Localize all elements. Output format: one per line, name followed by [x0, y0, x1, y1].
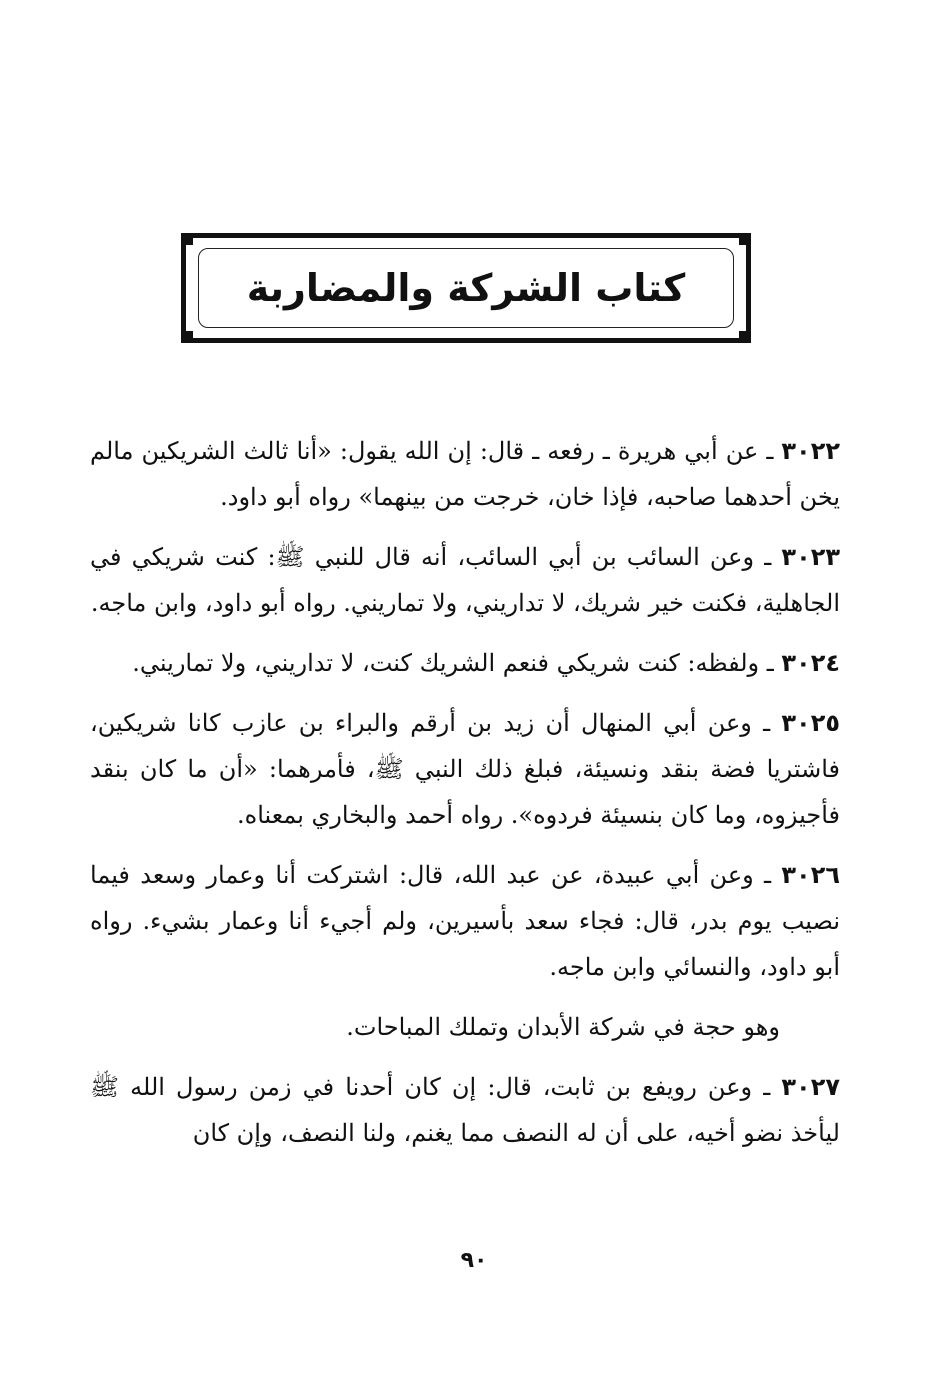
frame-corner-ornament	[184, 236, 193, 245]
page-number: ٩٠	[460, 1248, 488, 1273]
chapter-title: كتاب الشركة والمضاربة	[246, 266, 686, 310]
hadith-text: ـ عن أبي هريرة ـ رفعه ـ قال: إن الله يقول: «أنا ثالث الشريكين مالم يخن أحدهما صاحبه، فإذا خان، خرجت من بينهما» رواه أبو داود.	[90, 437, 840, 511]
hadith-text: ـ ولفظه: كنت شريكي فنعم الشريك كنت، لا تداريني، ولا تماريني.	[132, 649, 782, 677]
commentary-paragraph	[90, 1004, 840, 1050]
hadith-text: ـ وعن السائب بن أبي السائب، أنه قال للنبي ﷺ: كنت شريكي في الجاهلية، فكنت خير شريك، لا تداريني، ولا تماريني. رواه أبو داود، وابن ماجه.	[90, 543, 840, 617]
hadith-paragraph	[90, 852, 840, 990]
hadith-number: ٣٠٢٥	[781, 709, 840, 737]
frame-corner-ornament	[184, 331, 193, 340]
hadith-number: ٣٠٢٤	[781, 649, 840, 677]
page-body-text	[90, 428, 840, 1170]
frame-corner-ornament	[739, 236, 748, 245]
chapter-title-frame	[181, 233, 751, 343]
chapter-title-inner-border	[198, 248, 734, 328]
hadith-paragraph	[90, 534, 840, 626]
hadith-text: ـ وعن أبي عبيدة، عن عبد الله، قال: اشتركت أنا وعمار وسعد فيما نصيب يوم بدر، قال: فجاء سعد بأسيرين، ولم أجيء أنا وعمار بشيء. رواه أبو داود، والنسائي وابن ماجه.	[90, 861, 840, 981]
hadith-number: ٣٠٢٧	[781, 1073, 840, 1101]
hadith-paragraph	[90, 640, 840, 686]
hadith-text: ـ وعن رويفع بن ثابت، قال: إن كان أحدنا في زمن رسول الله ﷺ ليأخذ نضو أخيه، على أن له النصف مما يغنم، ولنا النصف، وإن كان	[90, 1073, 840, 1147]
hadith-paragraph	[90, 700, 840, 838]
hadith-number: ٣٠٢٦	[781, 861, 840, 889]
frame-corner-ornament	[739, 331, 748, 340]
hadith-paragraph	[90, 1064, 840, 1156]
hadith-text: ـ وعن أبي المنهال أن زيد بن أرقم والبراء بن عازب كانا شريكين، فاشتريا فضة بنقد ونسيئة، فبلغ ذلك النبي ﷺ، فأمرهما: «أن ما كان بنقد فأجيزوه، وما كان بنسيئة فردوه». رواه أحمد والبخاري بمعناه.	[90, 709, 840, 829]
hadith-number: ٣٠٢٣	[781, 543, 841, 571]
hadith-paragraph	[90, 428, 840, 520]
hadith-number: ٣٠٢٢	[781, 437, 840, 465]
commentary-text: وهو حجة في شركة الأبدان وتملك المباحات.	[346, 1013, 780, 1041]
